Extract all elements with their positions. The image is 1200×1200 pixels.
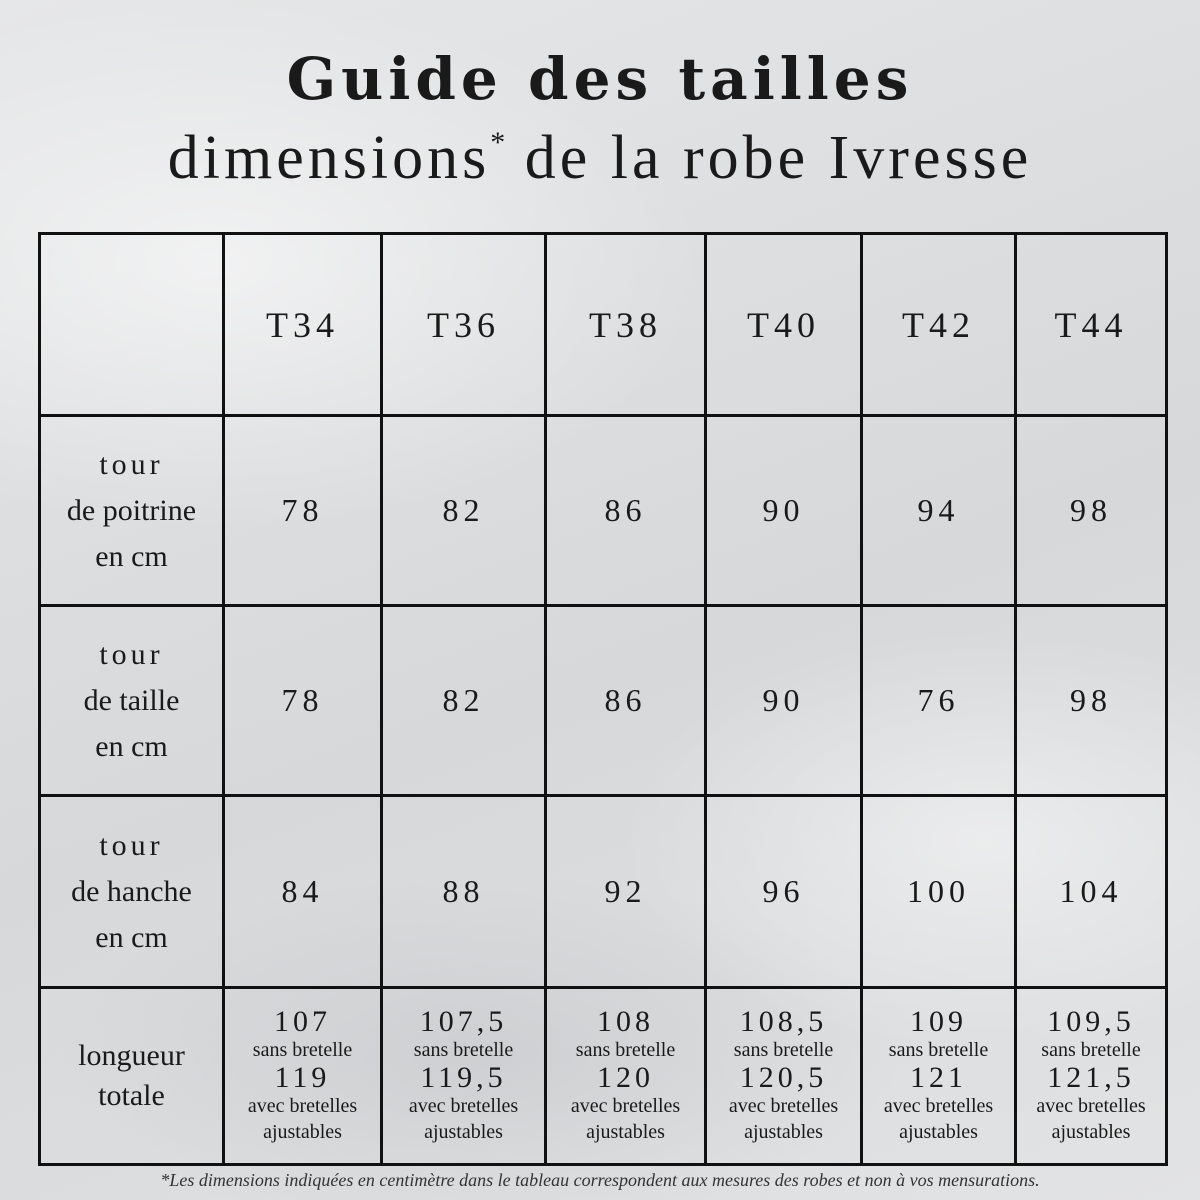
row-label-line: tour bbox=[99, 637, 164, 671]
length-cell bbox=[383, 989, 547, 1163]
length-without-note: sans bretelle bbox=[413, 1039, 514, 1061]
table-cell: 82 bbox=[383, 607, 547, 797]
row-label-line: en cm bbox=[95, 539, 168, 573]
page-subtitle bbox=[0, 122, 1200, 194]
size-table bbox=[38, 232, 1168, 1166]
length-without-note: sans bretelle bbox=[575, 1039, 676, 1061]
length-without-straps: 108,5 bbox=[739, 1005, 828, 1038]
row-label-line: tour bbox=[99, 828, 164, 862]
size-header: T36 bbox=[383, 235, 547, 417]
length-with-note: avec bretelles bbox=[408, 1095, 519, 1117]
length-with-straps: 119 bbox=[274, 1061, 331, 1094]
length-with-note: avec bretelles bbox=[570, 1095, 681, 1117]
length-without-note: sans bretelle bbox=[252, 1039, 353, 1061]
table-cell: 104 bbox=[1017, 797, 1165, 989]
length-cell bbox=[225, 989, 383, 1163]
table-cell: 84 bbox=[225, 797, 383, 989]
length-cell bbox=[547, 989, 707, 1163]
size-header: T44 bbox=[1017, 235, 1165, 417]
length-with-note: avec bretelles bbox=[247, 1095, 358, 1117]
subtitle-rest: de la robe Ivresse bbox=[505, 124, 1033, 192]
length-with-note: ajustables bbox=[586, 1121, 665, 1143]
row-label-poitrine bbox=[41, 417, 225, 607]
length-with-straps: 120,5 bbox=[739, 1061, 828, 1094]
size-header: T40 bbox=[707, 235, 863, 417]
size-header: T42 bbox=[863, 235, 1017, 417]
length-with-note: avec bretelles bbox=[1036, 1095, 1146, 1117]
length-cell bbox=[1017, 989, 1165, 1163]
table-cell: 88 bbox=[383, 797, 547, 989]
length-without-straps: 109 bbox=[910, 1005, 967, 1038]
table-cell: 98 bbox=[1017, 417, 1165, 607]
corner-cell bbox=[41, 235, 225, 417]
size-header: T38 bbox=[547, 235, 707, 417]
length-with-note: ajustables bbox=[899, 1121, 978, 1143]
length-with-note: ajustables bbox=[1051, 1121, 1131, 1143]
length-with-straps: 120 bbox=[597, 1061, 654, 1094]
table-cell: 100 bbox=[863, 797, 1017, 989]
row-label-line: en cm bbox=[95, 729, 168, 763]
length-with-note: ajustables bbox=[424, 1121, 503, 1143]
subtitle-asterisk: * bbox=[490, 126, 506, 159]
length-with-note: ajustables bbox=[263, 1121, 342, 1143]
row-label-line: en cm bbox=[95, 920, 168, 954]
length-without-straps: 108 bbox=[597, 1005, 654, 1038]
length-with-straps: 119,5 bbox=[420, 1061, 507, 1094]
size-header: T34 bbox=[225, 235, 383, 417]
table-cell: 96 bbox=[707, 797, 863, 989]
table-cell: 98 bbox=[1017, 607, 1165, 797]
table-cell: 92 bbox=[547, 797, 707, 989]
table-cell: 90 bbox=[707, 417, 863, 607]
row-label-line: tour bbox=[99, 447, 164, 481]
length-with-note: avec bretelles bbox=[728, 1095, 839, 1117]
length-without-straps: 107,5 bbox=[419, 1005, 508, 1038]
length-cell bbox=[707, 989, 863, 1163]
table-cell: 86 bbox=[547, 607, 707, 797]
row-label-line: longueur bbox=[78, 1039, 185, 1072]
page-title: Guide des tailles bbox=[286, 45, 914, 113]
length-with-note: ajustables bbox=[744, 1121, 823, 1143]
length-without-straps: 107 bbox=[274, 1005, 331, 1038]
subtitle-word: dimensions bbox=[167, 124, 491, 192]
table-cell: 82 bbox=[383, 417, 547, 607]
row-label-line: de taille bbox=[83, 683, 180, 717]
row-label-taille bbox=[41, 607, 225, 797]
footnote: *Les dimensions indiquées en centimètre dans le tableau correspondent aux mesures des robes et non à vos mensurations. bbox=[160, 1170, 1040, 1190]
length-without-straps: 109,5 bbox=[1047, 1005, 1135, 1038]
table-cell: 94 bbox=[863, 417, 1017, 607]
table-cell: 90 bbox=[707, 607, 863, 797]
row-label-hanche bbox=[41, 797, 225, 989]
length-without-note: sans bretelle bbox=[1041, 1039, 1141, 1061]
row-label-line: de poitrine bbox=[66, 493, 197, 527]
table-cell: 78 bbox=[225, 607, 383, 797]
length-without-note: sans bretelle bbox=[888, 1039, 989, 1061]
table-cell: 76 bbox=[863, 607, 1017, 797]
row-label-longueur bbox=[41, 989, 225, 1163]
table-cell: 78 bbox=[225, 417, 383, 607]
length-with-note: avec bretelles bbox=[883, 1095, 994, 1117]
length-with-straps: 121,5 bbox=[1047, 1061, 1135, 1094]
row-label-line: de hanche bbox=[71, 874, 192, 908]
length-with-straps: 121 bbox=[910, 1061, 967, 1094]
row-label-line: totale bbox=[98, 1079, 165, 1112]
length-without-note: sans bretelle bbox=[733, 1039, 834, 1061]
table-cell: 86 bbox=[547, 417, 707, 607]
length-cell bbox=[863, 989, 1017, 1163]
